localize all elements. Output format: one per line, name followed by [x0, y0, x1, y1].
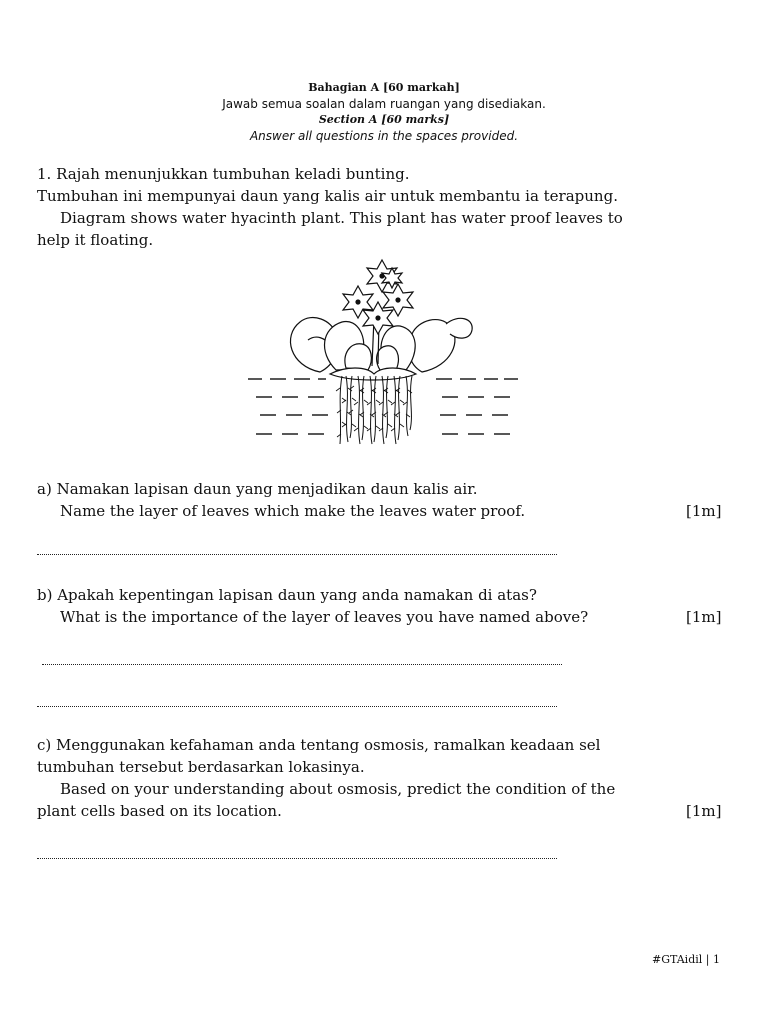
question-c-ms-line1: c) Menggunakan kefahaman anda tentang osmosis, ramalkan keadaan sel: [37, 736, 601, 754]
question-intro-line1: 1. Rajah menunjukkan tumbuhan keladi bunting.: [37, 165, 410, 183]
water-hyacinth-diagram: [246, 248, 522, 448]
question-b-marks: [1m]: [686, 608, 722, 626]
question-a-ms: a) Namakan lapisan daun yang menjadikan daun kalis air.: [37, 480, 478, 498]
question-a-marks: [1m]: [686, 502, 722, 520]
section-title-en: Section A [60 marks]: [318, 113, 450, 126]
question-b-en: What is the importance of the layer of leaves you have named above?: [60, 608, 589, 626]
question-intro-line4: help it floating.: [37, 231, 154, 249]
question-intro-line2: Tumbuhan ini mempunyai daun yang kalis air untuk membantu ia terapung.: [37, 187, 618, 205]
question-a-en: Name the layer of leaves which make the leaves water proof.: [60, 502, 526, 520]
question-c-marks: [1m]: [686, 802, 722, 820]
question-c-en-line1: Based on your understanding about osmosis, predict the condition of the: [60, 780, 616, 798]
section-header: [0, 80, 768, 144]
instruction-ms: Jawab semua soalan dalam ruangan yang disediakan.: [222, 97, 546, 111]
answer-line-b2[interactable]: [37, 702, 557, 707]
instruction-en: Answer all questions in the spaces provided.: [249, 129, 519, 143]
question-intro-line3: Diagram shows water hyacinth plant. This plant has water proof leaves to: [60, 209, 623, 227]
question-c-en-line2: plant cells based on its location.: [37, 802, 282, 820]
answer-line-a[interactable]: [37, 550, 557, 555]
answer-line-c[interactable]: [37, 854, 557, 859]
question-b-ms: b) Apakah kepentingan lapisan daun yang anda namakan di atas?: [37, 586, 537, 604]
answer-line-b1[interactable]: [42, 660, 562, 665]
page-footer: #GTAidil | 1: [652, 953, 720, 966]
section-title-ms: Bahagian A [60 markah]: [308, 81, 460, 94]
question-c-ms-line2: tumbuhan tersebut berdasarkan lokasinya.: [37, 758, 365, 776]
